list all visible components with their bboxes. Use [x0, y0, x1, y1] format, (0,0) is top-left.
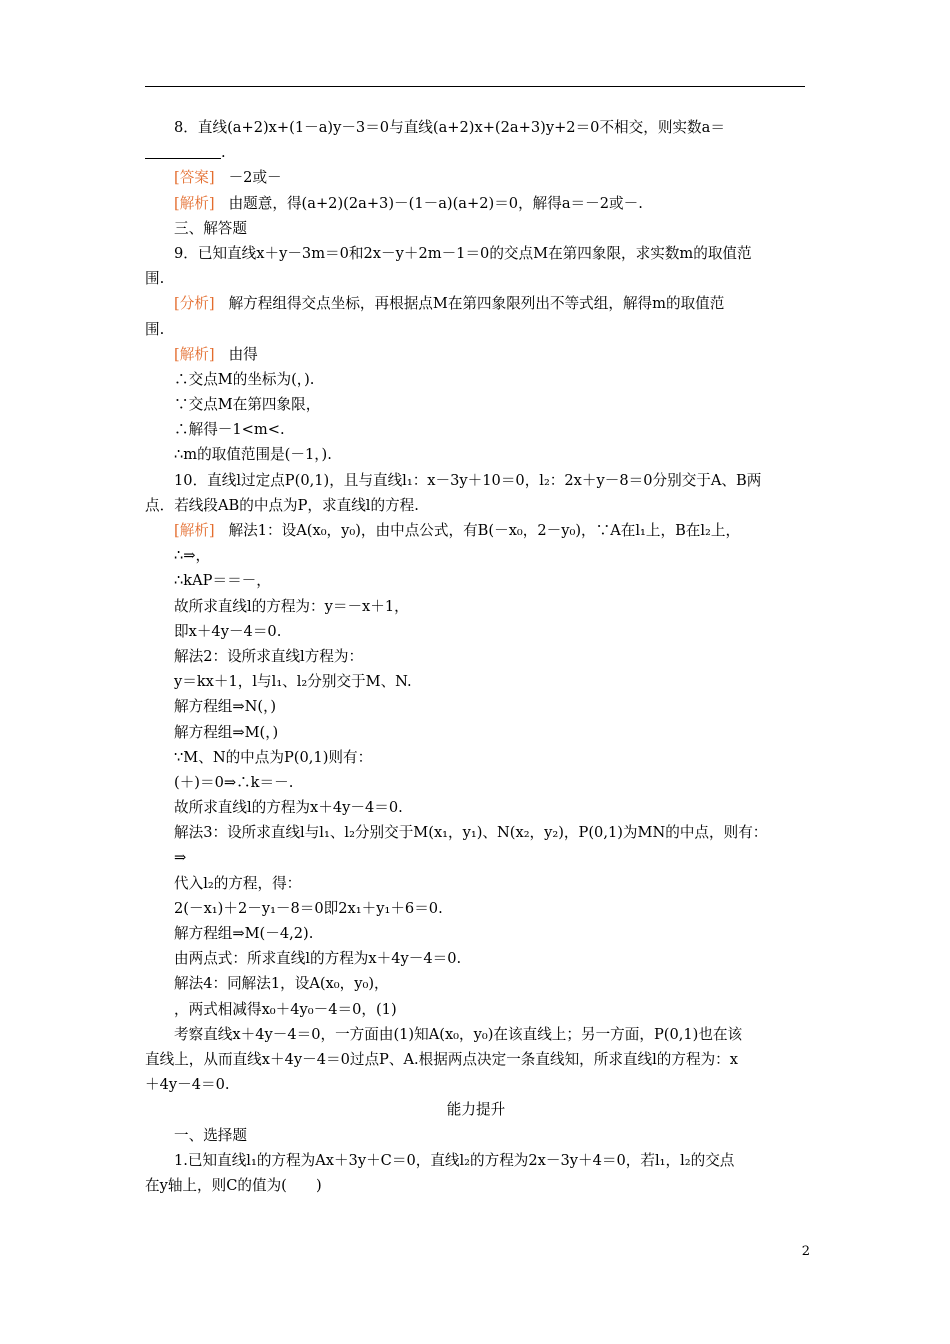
line-text: ，两式相减得x₀＋4y₀－4＝0，(1) — [174, 1000, 397, 1018]
text-line — [145, 392, 807, 417]
line-text: 点．若线段AB的中点为P，求直线l的方程. — [145, 496, 419, 514]
section-tag: [解析] — [174, 194, 215, 212]
text-line — [145, 720, 807, 745]
text-line — [145, 442, 807, 467]
line-text: 在y轴上，则C的值为( ) — [145, 1176, 322, 1194]
header-rule — [145, 86, 805, 87]
text-line — [145, 317, 807, 342]
line-text: 8．直线(a+2)x+(1－a)y－3＝0与直线(a+2)x+(2a+3)y+2＝0不相交，则实数a＝ — [174, 119, 725, 136]
line-text: ∴⇒， — [174, 547, 211, 565]
line-text: ∵M、N的中点为P(0,1)则有： — [174, 748, 373, 766]
page-number: 2 — [801, 1244, 810, 1259]
text-line — [145, 770, 807, 795]
text-line — [145, 745, 807, 770]
text-line — [145, 1123, 807, 1148]
line-text: 2(－x₁)＋2－y₁－8＝0即2x₁＋y₁＋6＝0. — [174, 899, 443, 917]
text-line — [145, 1173, 807, 1198]
text-line — [145, 216, 807, 241]
line-text: 9．已知直线x＋y－3m＝0和2x－y＋2m－1＝0的交点M在第四象限，求实数m的取值范 — [174, 244, 752, 262]
line-text: 故所求直线l的方程为：y＝－x＋1， — [174, 597, 409, 615]
text-line — [145, 493, 807, 518]
text-line — [145, 921, 807, 946]
line-text: 由题意，得(a+2)(2a+3)－(1－a)(a+2)＝0，解得a＝－2或－. — [228, 194, 643, 212]
text-line — [145, 644, 807, 669]
line-text: 解法2：设所求直线l方程为： — [174, 647, 364, 665]
line-text: ∴交点M的坐标为(，). — [174, 370, 315, 388]
text-line — [145, 543, 807, 568]
text-line — [145, 669, 807, 694]
line-text: 代入l₂的方程，得： — [174, 874, 302, 892]
text-line — [145, 140, 807, 165]
text-line — [145, 165, 807, 190]
line-text: 解方程组⇒M(－4,2). — [174, 925, 314, 942]
line-text: 考察直线x＋4y－4＝0，一方面由(1)知A(x₀，y₀)在该直线上；另一方面，P(0,1)也在该 — [174, 1025, 743, 1043]
text-line — [145, 367, 807, 392]
text-line — [145, 795, 807, 820]
line-text: 10．直线l过定点P(0,1)，且与直线l₁：x－3y＋10＝0，l₂：2x＋y－8＝0分别交于A、B两 — [174, 471, 762, 489]
line-text: ∴m的取值范围是(－1，). — [174, 446, 332, 464]
line-text: 由得 — [228, 345, 258, 363]
text-line — [145, 417, 807, 442]
line-text: 解方程组得交点坐标，再根据点M在第四象限列出不等式组，解得m的取值范 — [228, 295, 725, 313]
line-text: 能力提升 — [446, 1101, 506, 1119]
text-line — [145, 342, 807, 367]
text-line — [145, 619, 807, 644]
text-line — [145, 896, 807, 921]
section-tag: [解析] — [174, 522, 215, 539]
line-text: 直线上，从而直线x＋4y－4＝0过点P、A.根据两点决定一条直线知，所求直线l的方程为：x — [145, 1050, 739, 1068]
line-text: 围. — [145, 270, 165, 288]
text-line — [145, 191, 807, 216]
line-text: 解方程组⇒M(，) — [174, 723, 279, 741]
text-line — [145, 241, 807, 266]
text-line — [145, 694, 807, 719]
text-line — [145, 266, 807, 291]
line-text: ∴解得－1<m<. — [174, 421, 285, 439]
text-line — [145, 1047, 807, 1072]
answer-blank — [145, 143, 221, 159]
line-text: 解方程组⇒N(，) — [174, 698, 277, 716]
text-line — [145, 871, 807, 896]
line-text: 解法4：同解法1，设A(x₀，y₀)， — [174, 975, 389, 993]
text-line — [145, 946, 807, 971]
line-text: 故所求直线l的方程为x＋4y－4＝0. — [174, 799, 403, 817]
line-text: y＝kx＋1，l与l₁、l₂分别交于M、N. — [174, 673, 412, 691]
text-line — [145, 845, 807, 870]
line-text: 一、选择题 — [174, 1126, 247, 1144]
text-line — [145, 291, 807, 316]
text-line — [145, 971, 807, 996]
line-text: . — [221, 144, 226, 162]
text-line — [145, 568, 807, 593]
text-line — [145, 594, 807, 619]
line-text: －2或－ — [228, 169, 282, 187]
section-tag: [答案] — [174, 169, 215, 187]
line-text: 1.已知直线l₁的方程为Ax＋3y＋C＝0，直线l₂的方程为2x－3y＋4＝0，若l₁，l₂的交点 — [174, 1151, 735, 1169]
section-tag: [分析] — [174, 295, 215, 313]
text-line — [145, 115, 807, 140]
body-text — [145, 115, 807, 1198]
line-text: 解法3：设所求直线l与l₁、l₂分别交于M(x₁，y₁)、N(x₂，y₂)，P(0,1)为MN的中点，则有： — [174, 824, 768, 842]
line-text: 即x＋4y－4＝0. — [174, 622, 282, 640]
text-line — [145, 1022, 807, 1047]
text-line — [145, 997, 807, 1022]
line-text: 三、解答题 — [174, 219, 247, 237]
line-text: 解法1：设A(x₀，y₀)，由中点公式，有B(－x₀，2－y₀)，∵A在l₁上，B在l₂上， — [228, 522, 741, 539]
line-text: ∵交点M在第四象限， — [174, 396, 321, 414]
line-text: (＋)＝0⇒∴k＝－. — [174, 773, 294, 791]
section-tag: [解析] — [174, 345, 215, 363]
text-line — [145, 820, 807, 845]
text-line — [145, 1148, 807, 1173]
line-text: 由两点式：所求直线l的方程为x＋4y－4＝0. — [174, 950, 462, 968]
line-text: ∴kAP＝＝－， — [174, 572, 271, 590]
line-text: ⇒ — [174, 849, 187, 867]
text-line — [145, 468, 807, 493]
text-line — [145, 518, 807, 543]
line-text: 围. — [145, 320, 165, 338]
line-text: ＋4y－4＝0. — [145, 1076, 230, 1094]
text-line — [145, 1072, 807, 1097]
text-line — [145, 1097, 807, 1122]
